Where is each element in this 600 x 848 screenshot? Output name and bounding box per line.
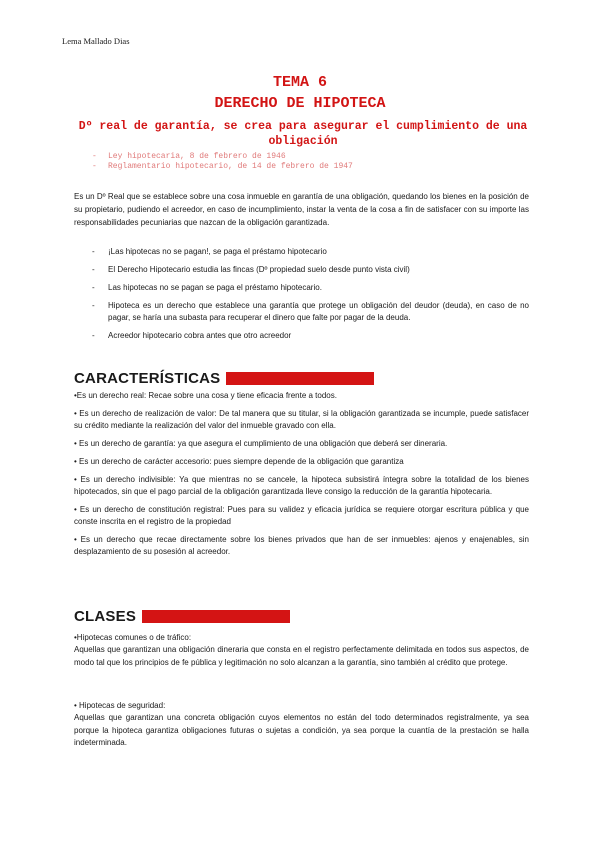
key-point: - ¡Las hipotecas no se pagan!, se paga el préstamo hipotecario	[92, 246, 529, 258]
section-heading-text: CLASES	[74, 608, 137, 625]
key-point: - Hipoteca es un derecho que establece una garantía que protege un obligación del deudor (deuda), en caso de no pagar, se haría una subasta para recuperar el dinero que falte por pagar de la deuda.	[92, 300, 529, 324]
key-points-list	[92, 246, 529, 348]
clase-label: • Hipotecas de seguridad:	[74, 701, 166, 710]
caracteristica-item: •Es un derecho real: Recae sobre una cosa y tiene eficacia frente a todos.	[74, 391, 337, 400]
section-heading-text: CARACTERÍSTICAS	[74, 370, 221, 387]
clase-label: •Hipotecas comunes o de tráfico:	[74, 633, 192, 642]
heading-highlight-bar	[142, 610, 290, 623]
section-heading-caracteristicas	[74, 370, 374, 387]
topic-title: DERECHO DE HIPOTECA	[214, 95, 386, 112]
key-point: - Las hipotecas no se pagan se paga el préstamo hipotecario.	[92, 282, 529, 294]
caracteristicas-list	[74, 390, 529, 564]
author-name: Lema Mallado Dias	[62, 36, 130, 46]
caracteristica-item: • Es un derecho de realización de valor: De tal manera que su titular, si la obligación garantizada se incumple, puede satisfacer su crédito mediante la realización del valor del inmueble gravado con ella.	[74, 409, 529, 430]
key-point: - Acreedor hipotecario cobra antes que otro acreedor	[92, 330, 529, 342]
clase-block-seguridad	[74, 700, 529, 750]
caracteristica-item: • Es un derecho de constitución registral: Pues para su validez y eficacia jurídica se requiere otorgar escritura pública y que conste inscrita en el registro de la propiedad	[74, 505, 529, 526]
key-point: - El Derecho Hipotecario estudia las fincas (Dº propiedad suelo desde punto vista civil)	[92, 264, 529, 276]
intro-paragraph: Es un Dº Real que se establece sobre una cosa inmueble en garantía de una obligación, quedando los bienes en la posición de su propietario, pudiendo el acreedor, en caso de incumplimiento, instar la venta de la cosa a fin de satisfacer con su importe las responsabilidades pecuniarias que nazcan de la obligación garantizada.	[74, 192, 529, 227]
caracteristica-item: • Es un derecho indivisible: Ya que mientras no se cancele, la hipoteca subsistirá íntegra sobre la totalidad de los bienes hipotecados, sin que el pago parcial de la obligación garantizada lleve consigo la reducción de la garantía hipotecaria.	[74, 475, 529, 496]
law-reference: - Reglamentario hipotecario, de 14 de febrero de 1947	[92, 162, 353, 172]
law-reference: - Ley hipotecaria, 8 de febrero de 1946	[92, 152, 353, 162]
section-heading-clases	[74, 608, 290, 625]
topic-subtitle: Dº real de garantía, se crea para asegurar el cumplimiento de una obligación	[78, 120, 528, 148]
caracteristica-item: • Es un derecho de carácter accesorio: pues siempre depende de la obligación que garantiza	[74, 457, 404, 466]
caracteristica-item: • Es un derecho de garantía: ya que asegura el cumplimiento de una obligación que deberá ser dineraria.	[74, 439, 448, 448]
clase-description: Aquellas que garantizan una obligación dineraria que consta en el registro perfectamente delimitada en todos sus aspectos, de modo tal que los principios de fe pública y legitimación no solo alcanzan a la garantía, sino también al crédito que protege.	[74, 645, 529, 667]
topic-number: TEMA 6	[272, 74, 327, 91]
heading-highlight-bar	[226, 372, 374, 385]
law-references	[92, 152, 353, 172]
caracteristica-item: • Es un derecho que recae directamente sobre los bienes privados que han de ser inmuebles: ajenos y enajenables, sin desplazamiento de su posesión al acreedor.	[74, 535, 529, 556]
clase-block-comunes	[74, 632, 529, 669]
clase-description: Aquellas que garantizan una concreta obligación cuyos elementos no están del todo determinados registralmente, ya sea porque la hipoteca garantiza obligaciones futuras o sujetas a condición, ya sea porque la cuantía de la prestación se halla indeterminada.	[74, 713, 529, 747]
